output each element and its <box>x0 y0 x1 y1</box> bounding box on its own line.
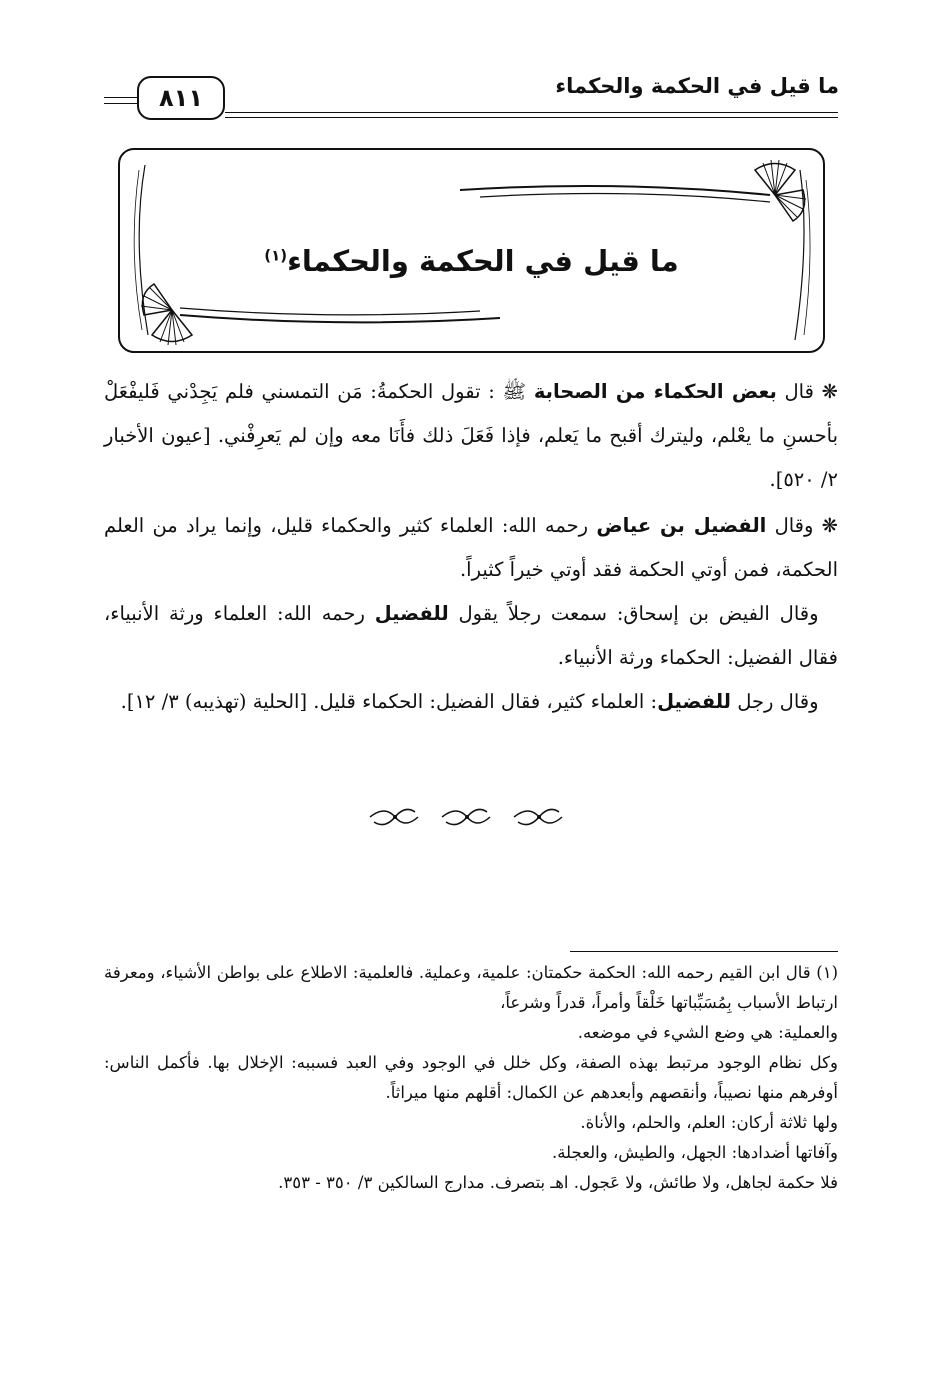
p1-rest: ﷺ : تقول الحكمةُ: مَن التمسني فلم يَجِدْني فَليفْعَلْ بأحسنِ ما يعْلم، وليترك أقبح ما يَعلم، فإذا فَعَلَ ذلك فأَنَا معه وإن لم يَعرِفْني. [عيون الأخبار ٢/ ٥٢٠]. <box>104 380 838 491</box>
fleuron-icon <box>370 809 418 824</box>
p3-intro: وقال الفيض بن إسحاق: سمعت رجلاً يقول <box>448 602 819 625</box>
footnote-line: ولها ثلاثة أركان: العلم، والحلم، والأناة. <box>580 1113 838 1132</box>
footnote-line: (١) قال ابن القيم رحمه الله: الحكمة حكمتان: علمية، وعملية. فالعلمية: الاطلاع على بواطن الأشياء، ومعرفة ارتباط الأسباب بِمُسَبِّباتها خَلْقاً وأمراً، قدراً وشرعاً، <box>104 963 838 1012</box>
p4-intro: وقال رجل <box>731 690 819 713</box>
chapter-title-text: ما قيل في الحكمة والحكماء <box>287 244 679 278</box>
p3-bold: للفضيل <box>374 602 449 625</box>
footnote-line: فلا حكمة لجاهل، ولا طائش، ولا عَجول. اهـ بتصرف. مدارج السالكين ٣/ ٣٥٠ - ٣٥٣. <box>278 1173 838 1192</box>
star-icon: ❋ <box>821 514 839 537</box>
footnote-line: والعملية: هي وضع الشيء في موضعه. <box>577 1023 838 1042</box>
p4-rest: : العلماء كثير، فقال الفضيل: الحكماء قليل. [الحلية (تهذيبه) ٣/ ١٢]. <box>120 690 658 713</box>
chapter-title <box>120 244 823 278</box>
chapter-title-frame <box>118 148 825 353</box>
body-paragraph-2 <box>104 504 838 592</box>
footnote-line: وكل نظام الوجود مرتبط بهذه الصفة، وكل خلل في الوجود وفي العبد فسببه: الإخلال بها. فأكمل الناس: أوفرهم منها نصيباً، وأنقصهم وأبعدهم عن الكمال: أقلهم منها ميراثاً. <box>104 1053 838 1102</box>
section-divider <box>360 800 570 834</box>
body-paragraph-3 <box>104 592 838 680</box>
star-icon: ❋ <box>821 380 838 403</box>
chapter-footnote-marker: (١) <box>264 246 288 265</box>
p3-rest: رحمه الله: العلماء ورثة الأنبياء، فقال الفضيل: الحكماء ورثة الأنبياء. <box>104 602 838 669</box>
page-number <box>137 76 225 120</box>
page-number-text: ٨١١ <box>159 84 203 112</box>
fleuron-icon <box>514 809 562 824</box>
p1-bold: بعض الحكماء من الصحابة <box>533 380 777 403</box>
p2-bold: الفضيل بن عياض <box>596 514 767 537</box>
p4-bold: للفضيل <box>657 690 732 713</box>
p2-intro: وقال <box>766 514 814 537</box>
running-header-title: ما قيل في الحكمة والحكماء <box>555 74 839 98</box>
footnote-separator <box>570 951 838 952</box>
p1-intro: قال <box>776 380 814 403</box>
footnote-line: وآفاتها أضدادها: الجهل، والطيش، والعجلة. <box>551 1143 838 1162</box>
body-paragraph-1 <box>104 370 838 502</box>
body-paragraph-4 <box>104 680 838 724</box>
footnotes <box>104 958 838 1198</box>
fleuron-icon <box>442 809 490 824</box>
p2-rest: رحمه الله: العلماء كثير والحكماء قليل، وإنما يراد من العلم الحكمة، فمن أوتي الحكمة فقد أوتي خيراً كثيراً. <box>104 514 838 581</box>
